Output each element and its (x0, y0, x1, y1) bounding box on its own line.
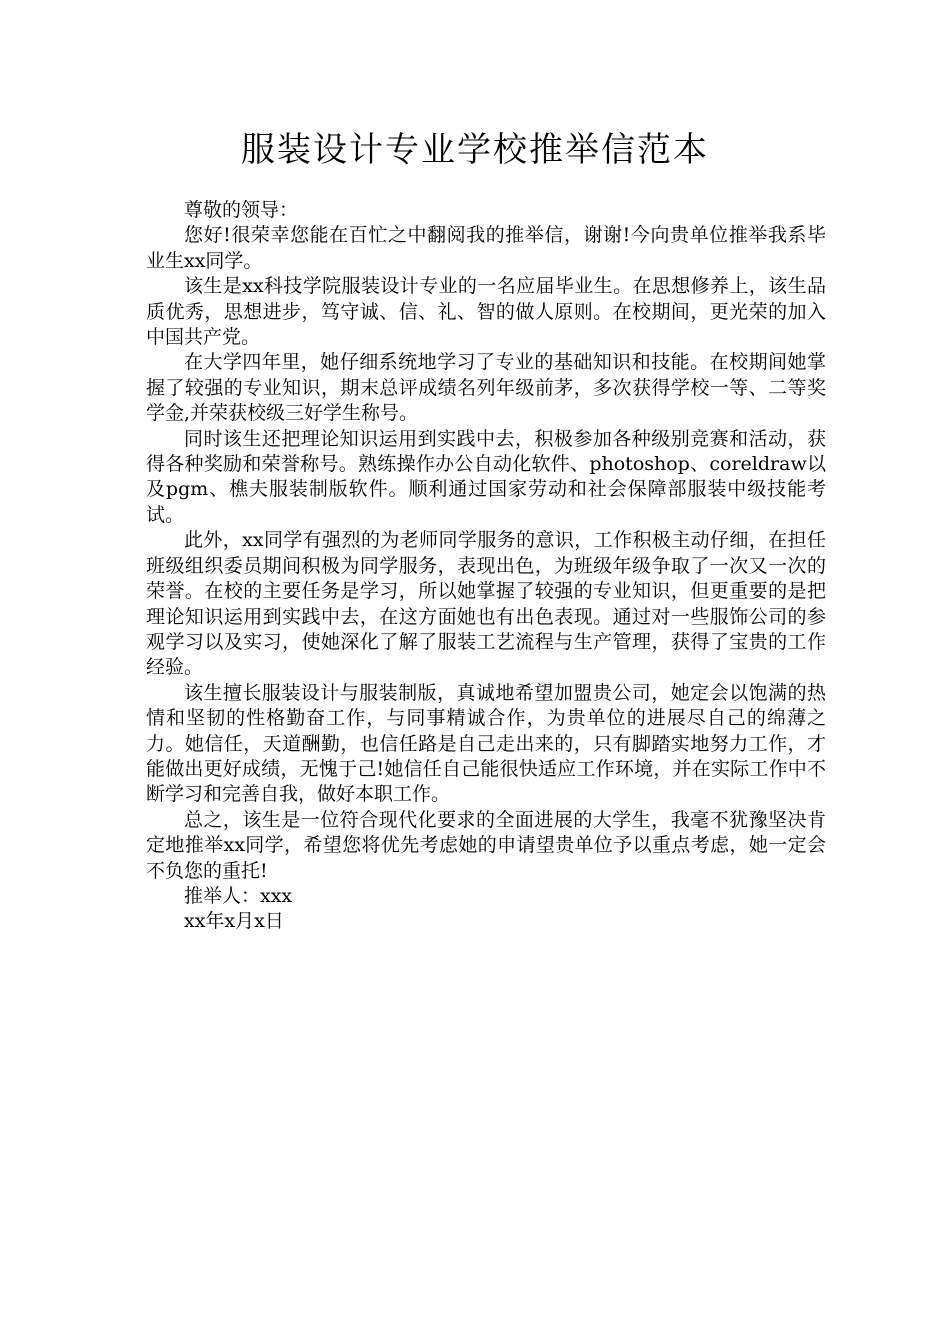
paragraph-strengths: 该生擅长服装设计与服装制版，真诚地希望加盟贵公司，她定会以饱满的热情和坚韧的性格勤奋工作，与同事精诚合作，为贵单位的进展尽自己的绵薄之力。她信任，天道酬勤，也信任路是自己走出来的，只有脚踏实地努力工作，才能做出更好成绩，无愧于己!她信任自己能很快适应工作环境，并在实际工作中不断学习和完善自我，做好本职工作。 (146, 681, 826, 806)
recommender-signature: 推举人：xxx (184, 884, 293, 907)
paragraph-skills: 同时该生还把理论知识运用到实践中去，积极参加各种级别竞赛和活动，获得各种奖励和荣誉称号。熟练操作办公自动化软件、photoshop、coreldraw以及pgm、樵夫服装制版软件。顺利通过国家劳动和社会保障部服装中级技能考试。 (146, 427, 826, 526)
paragraph-service: 此外，xx同学有强烈的为老师同学服务的意识，工作积极主动仔细，在担任班级组织委员期间积极为同学服务，表现出色，为班级年级争取了一次又一次的荣誉。在校的主要任务是学习，所以她掌握了较强的专业知识，但更重要的是把理论知识运用到实践中去，在这方面她也有出色表现。通过对一些服饰公司的参观学习以及实习，使她深化了解了服装工艺流程与生产管理，获得了宝贵的工作经验。 (146, 529, 826, 679)
salutation: 尊敬的领导： (184, 199, 299, 221)
paragraph-greeting: 您好!很荣幸您能在百忙之中翻阅我的推举信，谢谢!今向贵单位推举我系毕业生xx同学。 (146, 224, 826, 272)
document-title: 服装设计专业学校推举信范本 (241, 130, 709, 170)
letter-date: xx年x月x日 (184, 910, 284, 933)
paragraph-conclusion: 总之，该生是一位符合现代化要求的全面进展的大学生，我毫不犹豫坚决肯定地推举xx同学，希望您将优先考虑她的申请望贵单位予以重点考虑，她一定会不负您的重托! (146, 808, 826, 882)
paragraph-academics: 在大学四年里，她仔细系统地学习了专业的基础知识和技能。在校期间她掌握了较强的专业知识，期末总评成绩名列年级前茅，多次获得学校一等、二等奖学金,并荣获校级三好学生称号。 (146, 351, 826, 425)
paragraph-introduction: 该生是xx科技学院服装设计专业的一名应届毕业生。在思想修养上，该生品质优秀，思想进步，笃守诚、信、礼、智的做人原则。在校期间，更光荣的加入中国共产党。 (146, 275, 826, 349)
letter-body (146, 198, 826, 935)
